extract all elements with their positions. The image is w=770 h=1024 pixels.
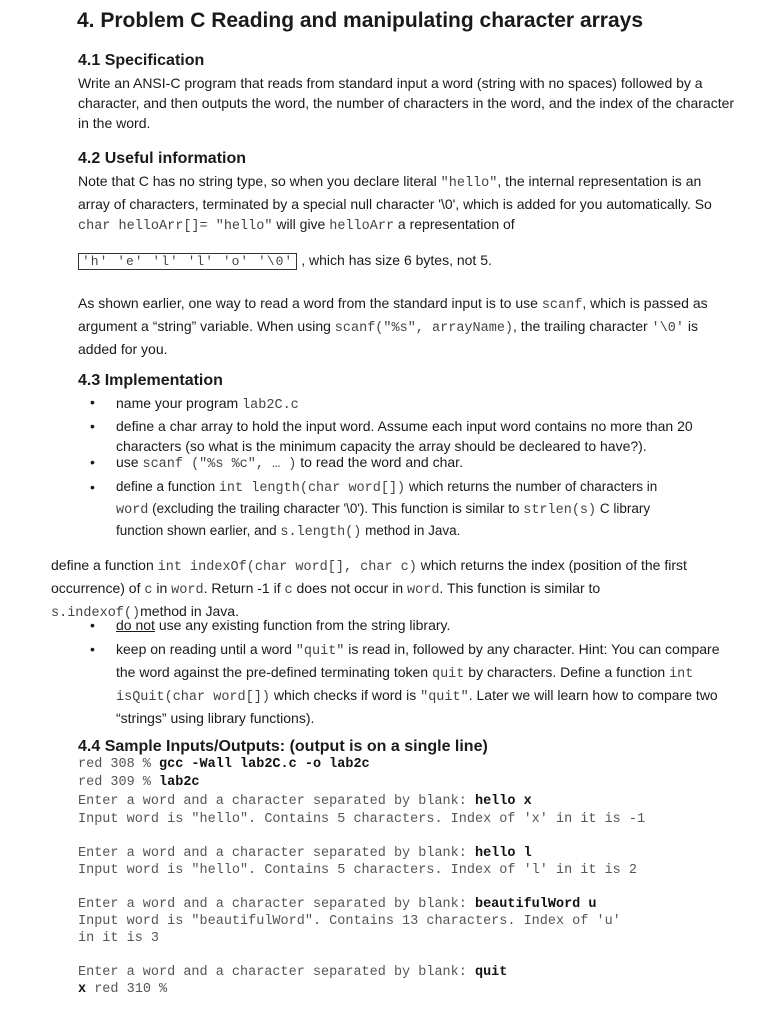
section-heading-useful-info: 4.2 Useful information [78,150,247,167]
terminal-line-output-3b: in it is 3 [78,931,160,946]
terminal-line-output-3a: Input word is "beautifulWord". Contains 13 characters. Index of 'u' [78,914,621,929]
terminal-line-prompt-2: Enter a word and a character separated by blank: hello l [78,846,532,861]
terminal-line-prompt-4: Enter a word and a character separated by blank: quit [78,965,508,980]
bullet-icon: • [90,454,95,470]
char-array-diagram: 'h' 'e' 'l' 'l' 'o' '\0' , which has size 6 bytes, not 5. [78,250,492,270]
terminal-line-prompt-3: Enter a word and a character separated by blank: beautifulWord u [78,897,597,912]
spec-paragraph: Write an ANSI-C program that reads from standard input a word (string with no spaces) followed by a character, and then outputs the word, the number of characters in the word, and the index of the character in the word. [78,75,735,131]
terminal-line-final: x red 310 % [78,982,168,997]
terminal-line-prompt-1: Enter a word and a character separated by blank: hello x [78,794,532,809]
impl-indexof-paragraph: define a function int indexOf(char word[], char c) which returns the index (position of the first occurrence) of c in word. Return -1 if c does not occur in word. This function is similar to s.indexof()method in Java. [51,557,687,621]
impl-item-name: name your program lab2C.c [116,395,299,413]
impl-item-array: define a char array to hold the input word. Assume each input word contains no more than 20 characters (so what is the minimum capacity the array should be decleared to have?). [116,418,693,454]
bullet-icon: • [90,641,95,657]
terminal-line-run: red 309 % lab2c [78,775,200,790]
bullet-icon: • [90,394,95,410]
bullet-icon: • [90,617,95,633]
terminal-line-output-2: Input word is "hello". Contains 5 characters. Index of 'l' in it is 2 [78,863,637,878]
section-heading-sample-io: 4.4 Sample Inputs/Outputs: (output is on a single line) [78,738,488,755]
terminal-line-compile: red 308 % gcc -Wall lab2C.c -o lab2c [78,757,370,772]
page-title: 4. Problem C Reading and manipulating character arrays [77,9,644,32]
bullet-icon: • [90,479,95,495]
bullet-icon: • [90,418,95,434]
terminal-line-output-1: Input word is "hello". Contains 5 characters. Index of 'x' in it is -1 [78,812,646,827]
impl-item-scanf: use scanf ("%s %c", … ) to read the word and char. [116,454,463,472]
impl-item-length: define a function int length(char word[]) which returns the number of characters in word (excluding the trailing character '\0'). This function is similar to strlen(s) C library function shown earlier, and s.length() method in Java. [116,479,658,540]
char-array-boxes: 'h' 'e' 'l' 'l' 'o' '\0' [78,253,297,270]
scanf-paragraph: As shown earlier, one way to read a word from the standard input is to use scanf, which is passed as argument a “string” variable. When using scanf("%s", arrayName), the trailing character '\0' is added for you. [78,295,708,357]
impl-item-no-string-lib: do not use any existing function from the string library. [116,617,451,633]
impl-item-quit: keep on reading until a word "quit" is read in, followed by any character. Hint: You can compare the word against the pre-defined terminating token quit by characters. Define a function int isQuit(char word[]) which checks if word is "quit". Later we will learn how to compare two “strings” using library functions). [116,641,720,726]
section-heading-spec: 4.1 Specification [78,52,205,69]
useful-info-paragraph: Note that C has no string type, so when you declare literal "hello", the internal representation is an array of characters, terminated by a special null character '\0', which is added for you automatically. So char helloArr[]= "hello" will give helloArr a representation of [78,173,712,234]
section-heading-implementation: 4.3 Implementation [78,372,223,389]
